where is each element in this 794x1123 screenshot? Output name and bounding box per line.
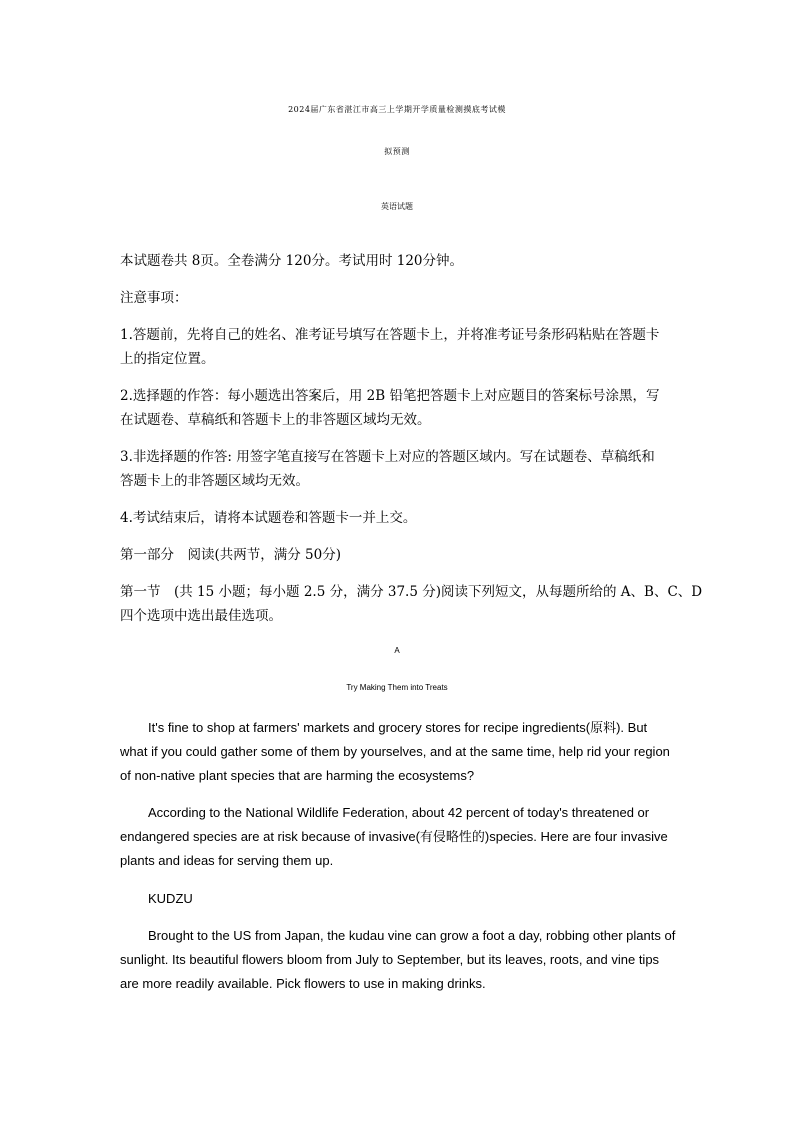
section-1-instruction-line-1: 第一节 (共 15 小题；每小题 2.5 分，满分 37.5 分)阅读下列短文，从每题所给的 A、B、C、D (120, 584, 703, 600)
paragraph-1-line-1: It's fine to shop at farmers' markets and grocery stores for recipe ingredients(原料). But (148, 720, 648, 735)
part-1-heading: 第一部分 阅读(共两节，满分 50分) (120, 547, 342, 563)
note-1-line-1: 1.答题前，先将自己的姓名、准考证号填写在答题卡上，并将准考证号条形码粘贴在答题卡 (120, 327, 660, 343)
paragraph-2-line-2: endangered species are at risk because of invasive(有侵略性的)species. Here are four invasive (120, 829, 668, 844)
paragraph-3-line-2: sunlight. Its beautiful flowers bloom from July to September, but its leaves, roots, and vine tips (120, 952, 660, 967)
subject-title: 英语试题 (381, 202, 413, 211)
passage-letter: A (394, 646, 400, 655)
note-2-line-1: 2.选择题的作答：每小题选出答案后，用 2B 铅笔把答题卡上对应题目的答案标号涂黑，写 (120, 388, 660, 404)
passage-title: Try Making Them into Treats (346, 683, 448, 692)
paragraph-3-line-3: are more readily available. Pick flowers to use in making drinks. (120, 976, 486, 991)
note-3-line-1: 3.非选择题的作答: 用签字笔直接写在答题卡上对应的答题区域内。写在试题卷、草稿纸和 (120, 449, 655, 465)
paragraph-3-line-1: Brought to the US from Japan, the kudau vine can grow a foot a day, robbing other plants of (148, 928, 676, 943)
exam-title-line-2: 拟预测 (384, 147, 410, 156)
exam-info: 本试题卷共 8页。全卷满分 120分。考试用时 120分钟。 (120, 253, 463, 269)
note-1-line-2: 上的指定位置。 (120, 351, 215, 367)
section-1-instruction-line-2: 四个选项中选出最佳选项。 (120, 608, 282, 624)
note-3-line-2: 答题卡上的非答题区域均无效。 (120, 473, 309, 489)
paragraph-2-line-3: plants and ideas for serving them up. (120, 853, 334, 868)
note-2-line-2: 在试题卷、草稿纸和答题卡上的非答题区域均无效。 (120, 412, 431, 428)
note-4: 4.考试结束后，请将本试题卷和答题卡一并上交。 (120, 510, 417, 526)
exam-title-line-1: 2024届广东省湛江市高三上学期开学质量检测摸底考试模 (288, 105, 506, 114)
notes-heading: 注意事项： (120, 290, 188, 306)
paragraph-2-line-1: According to the National Wildlife Federation, about 42 percent of today's threatened or (148, 805, 650, 820)
kudzu-subheading: KUDZU (148, 891, 193, 906)
paragraph-1-line-2: what if you could gather some of them by yourselves, and at the same time, help rid your region (120, 744, 670, 759)
paragraph-1-line-3: of non-native plant species that are harming the ecosystems? (120, 768, 475, 783)
